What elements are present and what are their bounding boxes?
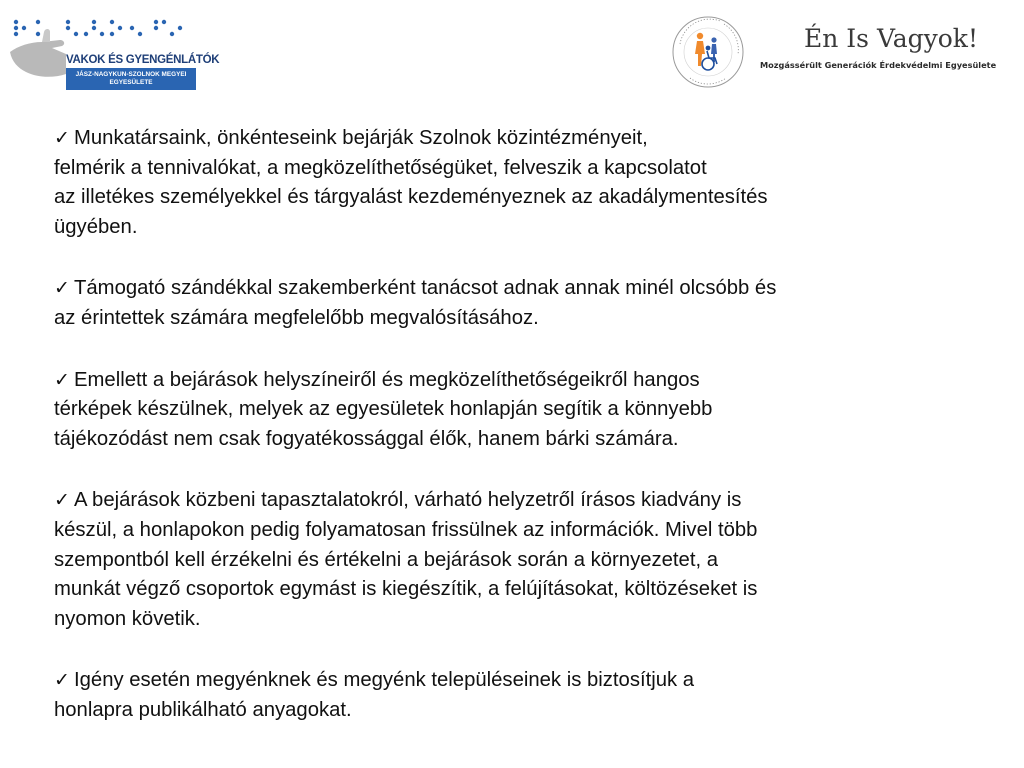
paragraph-line xyxy=(54,274,1004,304)
vakok-gyengenlatok-logo xyxy=(8,12,220,86)
paragraph-line: felmérik a tennivalókat, a megközelíthetőségüket, felveszik a kapcsolatot xyxy=(54,156,707,179)
content-body xyxy=(54,124,1004,758)
paragraph-2 xyxy=(54,274,1004,333)
paragraph-line: tájékozódást nem csak fogyatékossággal élők, hanem bárki számára. xyxy=(54,427,679,450)
check-icon: ✓ xyxy=(54,128,70,149)
paragraph-line: nyomon követik. xyxy=(54,607,201,630)
paragraph-text: Emellett a bejárások helyszíneiről és megközelíthetőségeikről hangos xyxy=(74,368,700,391)
paragraph-text: Munkatársaink, önkénteseink bejárják Szolnok közintézményeit, xyxy=(74,127,648,149)
association-seal-icon xyxy=(670,14,746,90)
paragraph-line: ügyében. xyxy=(54,215,138,238)
paragraph-line xyxy=(54,124,1004,154)
paragraph-line: az érintettek számára megfelelőbb megvalósításához. xyxy=(54,306,539,329)
paragraph-1 xyxy=(54,124,1004,242)
paragraph-line: szempontból kell érzékelni és értékelni a bejárások során a környezetet, a xyxy=(54,548,719,571)
left-logo-banner xyxy=(66,68,196,90)
paragraph-line: térképek készülnek, melyek az egyesületek honlapján segítik a könnyebb xyxy=(54,398,713,421)
right-logo-subtitle: Mozgássérült Generációk Érdekvédelmi Egyesülete xyxy=(760,60,997,70)
paragraph-line: munkát végző csoportok egymást is kiegészítik, a felújításokat, költözéseket is xyxy=(54,578,758,601)
left-logo-subtitle-2: EGYESÜLETE xyxy=(109,79,153,86)
check-icon: ✓ xyxy=(54,490,70,512)
paragraph-5 xyxy=(54,666,1004,725)
check-icon: ✓ xyxy=(54,278,70,300)
paragraph-line: az illetékes személyekkel és tárgyalást kezdeményeznek az akadálymentesítés xyxy=(54,186,768,209)
paragraph-line xyxy=(54,666,1004,696)
paragraph-text: Támogató szándékkal szakemberként tanácsot adnak annak minél olcsóbb és xyxy=(74,277,777,300)
check-icon: ✓ xyxy=(54,670,70,692)
paragraph-line xyxy=(54,366,1004,396)
paragraph-text: A bejárások közbeni tapasztalatokról, várható helyzetről írásos kiadvány is xyxy=(74,489,742,512)
paragraph-line: készül, a honlapokon pedig folyamatosan frissülnek az információk. Mivel több xyxy=(54,518,758,541)
en-is-vagyok-logo xyxy=(666,10,1016,90)
right-logo-title: Én Is Vagyok! xyxy=(804,24,978,53)
paragraph-4 xyxy=(54,486,1004,634)
paragraph-text: Igény esetén megyénknek és megyénk településeinek is biztosítjuk a xyxy=(74,669,695,692)
check-icon: ✓ xyxy=(54,369,70,391)
paragraph-line xyxy=(54,486,1004,516)
left-logo-title: VAKOK ÉS GYENGÉNLÁTÓK xyxy=(66,54,220,66)
left-logo-subtitle-1: JÁSZ-NAGYKUN-SZOLNOK MEGYEI xyxy=(75,71,187,78)
paragraph-3 xyxy=(54,366,1004,455)
paragraph-line: honlapra publikálható anyagokat. xyxy=(54,698,352,721)
